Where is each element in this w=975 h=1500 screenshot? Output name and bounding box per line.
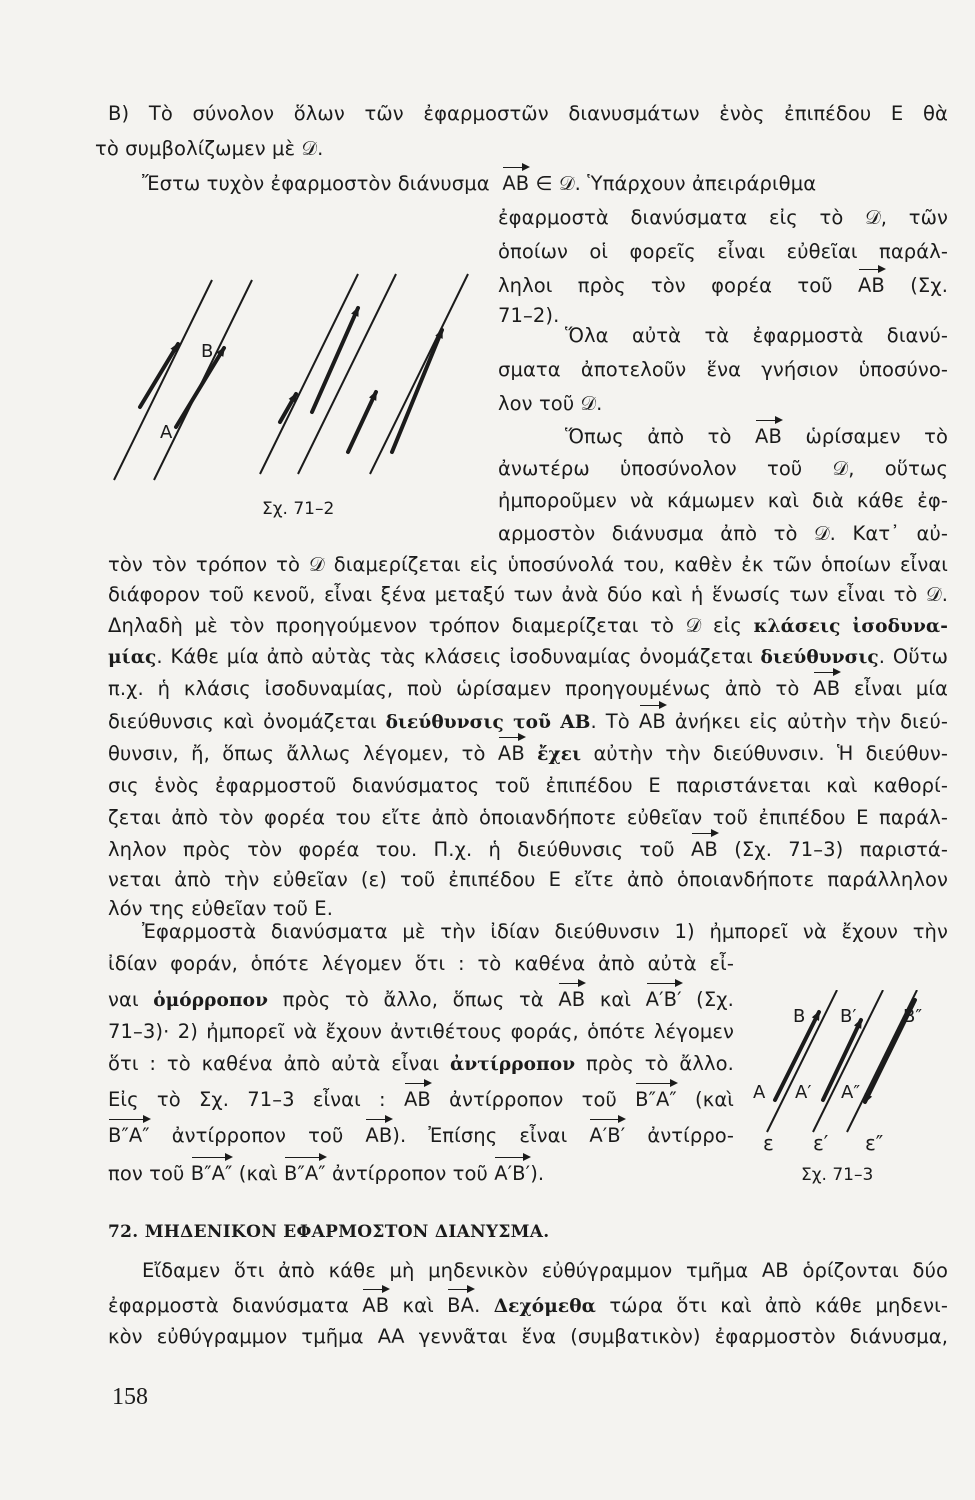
text-span: ἐφαρμοστὰ διανύσματα bbox=[108, 1294, 349, 1317]
text-span: . Κάθε μία ἀπὸ αὐτὰς τὰς κλάσεις ἰσοδυναμίας ὀνομάζεται bbox=[156, 645, 753, 668]
label-bottom: ε′ bbox=[813, 1131, 829, 1155]
text-line: ὁποίων οἱ φορεῖς εἶναι εὐθεῖαι παράλ- bbox=[498, 240, 948, 263]
vector-ab: ΑΒ bbox=[498, 740, 525, 768]
text-line bbox=[108, 1122, 734, 1150]
text-span: ἀνήκει εἰς αὐτὴν τὴν διεύ- bbox=[674, 710, 948, 733]
text-span: Εἰς τὸ Σχ. 71–3 εἶναι : bbox=[108, 1088, 386, 1111]
text-line bbox=[108, 740, 948, 769]
text-line: Ἐφαρμοστὰ διανύσματα μὲ τὴν ἰδίαν διεύθυνσιν 1) ἠμπορεῖ νὰ ἔχουν τὴν bbox=[142, 920, 948, 943]
vector-arrow bbox=[176, 348, 224, 427]
parallel-line bbox=[298, 274, 396, 474]
text-line: τὸ συμβολίζωμεν μὲ 𝒟. bbox=[95, 137, 324, 160]
text-span: (Σχ. bbox=[910, 274, 948, 297]
vector-a1b1: Α′Β′ bbox=[646, 986, 682, 1014]
vector-b2a2: Β″Α″ bbox=[635, 1086, 677, 1114]
text-span: θυνσιν, ἤ, ὅπως ἄλλως λέγομεν, τὸ bbox=[108, 742, 486, 765]
vector-ab: ΑΒ bbox=[502, 170, 529, 198]
text-span: . Τὸ bbox=[590, 710, 630, 733]
text-span: (Σχ. 71–3) παριστά- bbox=[734, 838, 948, 861]
text-span: καὶ bbox=[402, 1294, 434, 1317]
text-span: Ἔστω τυχὸν ἐφαρμοστὸν διάνυσμα bbox=[142, 172, 490, 195]
parallel-line bbox=[114, 280, 212, 480]
text-span: πον τοῦ bbox=[108, 1162, 185, 1185]
text-span: πρὸς τὸ ἄλλο. bbox=[585, 1052, 734, 1075]
text-line bbox=[108, 1292, 948, 1321]
text-line bbox=[108, 986, 734, 1015]
bold-term: διεύθυνσις bbox=[760, 647, 879, 668]
label-bottom: ε″ bbox=[865, 1131, 884, 1155]
text-line bbox=[108, 675, 948, 703]
text-line: ἰδίαν φοράν, ὁπότε λέγομεν ὅτι : τὸ καθένα ἀπὸ αὐτὰ εἶ- bbox=[108, 952, 734, 975]
bold-term: διεύθυνσις τοῦ ΑΒ bbox=[385, 712, 591, 733]
text-line: Ὅλα αὐτὰ τὰ ἐφαρμοστὰ διανύ- bbox=[565, 324, 948, 347]
text-span: . Οὕτω bbox=[878, 645, 948, 668]
text-span: ). bbox=[530, 1162, 545, 1185]
label-mid: Α′ bbox=[795, 1082, 812, 1103]
text-line: 71–2). bbox=[498, 304, 560, 327]
vector-ab: ΑΒ bbox=[404, 1086, 431, 1114]
text-line: αρμοστὸν διάνυσμα ἀπὸ τὸ 𝒟. Κατ᾽ αὐ- bbox=[498, 522, 948, 545]
text-span: ὡρίσαμεν τὸ bbox=[805, 425, 948, 448]
vector-arrow bbox=[348, 392, 376, 452]
bold-term: ὁμόρροπον bbox=[153, 990, 269, 1011]
label-b: B bbox=[201, 341, 214, 362]
text-line bbox=[565, 423, 948, 451]
text-line: σις ἑνὸς ἐφαρμοστοῦ διανύσματος τοῦ ἐπιπέδου Ε παριστάνεται καὶ καθορί- bbox=[108, 774, 948, 797]
vector-arrow bbox=[140, 344, 178, 407]
text-span: π.χ. ἡ κλάσις ἰσοδυναμίας, ποὺ ὡρίσαμεν προηγουμένως ἀπὸ τὸ bbox=[108, 677, 800, 700]
bold-term: ἀντίρροπον bbox=[450, 1054, 576, 1075]
text-span: ἀντίρροπον τοῦ bbox=[332, 1162, 488, 1185]
text-line: ἐφαρμοστὰ διανύσματα εἰς τὸ 𝒟, τῶν bbox=[498, 206, 948, 229]
vector-ab: ΑΒ bbox=[813, 675, 840, 703]
text-line: ἀνωτέρω ὑποσύνολον τοῦ 𝒟, οὕτως bbox=[498, 457, 948, 480]
bold-term: ἔχει bbox=[537, 744, 582, 765]
parallel-line bbox=[370, 274, 468, 474]
text-line bbox=[108, 612, 948, 641]
text-span: αὐτὴν τὴν διεύθυνσιν. Ἡ διεύθυν- bbox=[593, 742, 948, 765]
text-line bbox=[142, 170, 816, 198]
text-line: σματα ἀποτελοῦν ἕνα γνήσιον ὑποσύνο- bbox=[498, 358, 948, 381]
text-span: ἀντίρρο- bbox=[647, 1124, 734, 1147]
vector-ab: ΑΒ bbox=[755, 423, 782, 451]
vector-ab: ΑΒ bbox=[558, 986, 585, 1014]
text-line: τὸν τὸν τρόπον τὸ 𝒟 διαμερίζεται εἰς ὑποσύνολά του, καθὲν ἐκ τῶν ὁποίων εἶναι bbox=[108, 553, 948, 576]
text-line: Εἴδαμεν ὅτι ἀπὸ κάθε μὴ μηδενικὸν εὐθύγραμμον τμῆμα ΑΒ ὁρίζονται δύο bbox=[142, 1259, 948, 1282]
parallel-line bbox=[260, 274, 358, 474]
text-line: ζεται ἀπὸ τὸν φορέα του εἴτε ἀπὸ ὁποιανδήποτε εὐθεῖαν τοῦ ἐπιπέδου Ε παράλ- bbox=[108, 806, 948, 829]
text-line bbox=[108, 1050, 734, 1079]
text-span: Ὅπως ἀπὸ τὸ bbox=[565, 425, 732, 448]
text-span: (καὶ bbox=[695, 1088, 734, 1111]
vector-ab: ΑΒ bbox=[691, 836, 718, 864]
text-span: πρὸς τὸ ἄλλο, ὅπως τὰ bbox=[282, 988, 544, 1011]
vector-ab: ΑΒ bbox=[365, 1122, 392, 1150]
label-a: A bbox=[160, 422, 173, 443]
text-span: ὅτι : τὸ καθένα ἀπὸ αὐτὰ εἶναι bbox=[108, 1052, 440, 1075]
vector-b2a2: Β″Α″ bbox=[191, 1160, 233, 1188]
text-line bbox=[108, 1160, 544, 1188]
vector-ab: ΑΒ bbox=[362, 1292, 389, 1320]
vector-a1b1: Α′Β′ bbox=[589, 1122, 625, 1150]
vector-b2a2: Β″Α″ bbox=[108, 1122, 150, 1150]
label-top: Β″ bbox=[903, 1006, 923, 1027]
text-span: ληλοι πρὸς τὸν φορέα τοῦ bbox=[498, 274, 833, 297]
text-span: . bbox=[474, 1294, 481, 1317]
text-line: 71–3)· 2) ἠμπορεῖ νὰ ἔχουν ἀντιθέτους φοράς, ὁπότε λέγομεν bbox=[108, 1020, 734, 1043]
bold-term: μίας bbox=[108, 647, 157, 668]
text-line: νεται ἀπὸ τὴν εὐθεῖαν (ε) τοῦ ἐπιπέδου Ε εἴτε ἀπὸ ὁποιανδήποτε παράλληλον bbox=[108, 868, 948, 891]
vector-a1b1: Α′Β′ bbox=[494, 1160, 530, 1188]
text-line bbox=[108, 836, 948, 864]
vector-b2a2: Β″Α″ bbox=[284, 1160, 326, 1188]
vector-arrow bbox=[392, 330, 442, 452]
label-mid: Α″ bbox=[841, 1082, 861, 1103]
text-line bbox=[108, 643, 948, 672]
text-span: ναι bbox=[108, 988, 139, 1011]
vector-ba: ΒΑ bbox=[447, 1292, 474, 1320]
text-line: ἠμποροῦμεν νὰ κάμωμεν καὶ διὰ κάθε ἐφ- bbox=[498, 489, 948, 512]
figure-caption: Σχ. 71–3 bbox=[801, 1165, 874, 1185]
label-mid: Α bbox=[753, 1082, 766, 1103]
text-line: λον τοῦ 𝒟. bbox=[498, 392, 603, 415]
page-number: 158 bbox=[112, 1384, 148, 1410]
text-span: (Σχ. bbox=[696, 988, 734, 1011]
text-span: ). Ἐπίσης εἶναι bbox=[392, 1124, 568, 1147]
text-line: διάφορον τοῦ κενοῦ, εἶναι ξένα μεταξύ των ἀνὰ δύο καὶ ἡ ἕνωσίς των εἶναι τὸ 𝒟. bbox=[108, 583, 948, 606]
section-heading: 72. ΜΗΔΕΝΙΚΟΝ ΕΦΑΡΜΟΣΤΟΝ ΔΙΑΝΥΣΜΑ. bbox=[108, 1222, 550, 1242]
text-line bbox=[108, 1086, 734, 1114]
text-span: ληλον πρὸς τὸν φορέα του. Π.χ. ἡ διεύθυνσις τοῦ bbox=[108, 838, 675, 861]
bold-term: κλάσεις ἰσοδυνα- bbox=[753, 616, 949, 637]
figure-71-3 bbox=[745, 990, 945, 1190]
label-top: Β′ bbox=[840, 1006, 857, 1027]
bold-term: Δεχόμεθα bbox=[493, 1296, 596, 1317]
label-top: Β bbox=[793, 1006, 806, 1027]
label-bottom: ε bbox=[763, 1131, 774, 1155]
vector-ab: ΑΒ bbox=[858, 272, 885, 300]
figure-71-2 bbox=[100, 262, 480, 532]
text-span: Δηλαδὴ μὲ τὸν προηγούμενον τρόπον διαμερίζεται τὸ 𝒟 εἰς bbox=[108, 614, 742, 637]
vector-ab: ΑΒ bbox=[639, 708, 666, 736]
text-span: (καὶ bbox=[238, 1162, 278, 1185]
text-span: εἶναι μία bbox=[854, 677, 948, 700]
text-span: ∈ 𝒟. Ὑπάρχουν ἀπειράριθμα bbox=[535, 172, 817, 195]
text-span: διεύθυνσις καὶ ὀνομάζεται bbox=[108, 710, 377, 733]
text-line: κὸν εὐθύγραμμον τμῆμα ΑΑ γεννᾶται ἕνα (συμβατικὸν) ἐφαρμοστὸν διάνυσμα, bbox=[108, 1325, 948, 1348]
text-span: ἀντίρροπον τοῦ bbox=[449, 1088, 617, 1111]
text-line bbox=[498, 272, 948, 300]
text-line bbox=[108, 708, 948, 737]
text-span: ἀντίρροπον τοῦ bbox=[171, 1124, 344, 1147]
text-line: λόν της εὐθεῖαν τοῦ Ε. bbox=[108, 897, 334, 920]
text-span: τώρα ὅτι καὶ ἀπὸ κάθε μηδενι- bbox=[609, 1294, 949, 1317]
figure-caption: Σχ. 71–2 bbox=[262, 499, 335, 519]
text-span: καὶ bbox=[599, 988, 632, 1011]
text-line: Β) Τὸ σύνολον ὅλων τῶν ἐφαρμοστῶν διανυσμάτων ἑνὸς ἐπιπέδου Ε θὰ bbox=[108, 102, 948, 125]
